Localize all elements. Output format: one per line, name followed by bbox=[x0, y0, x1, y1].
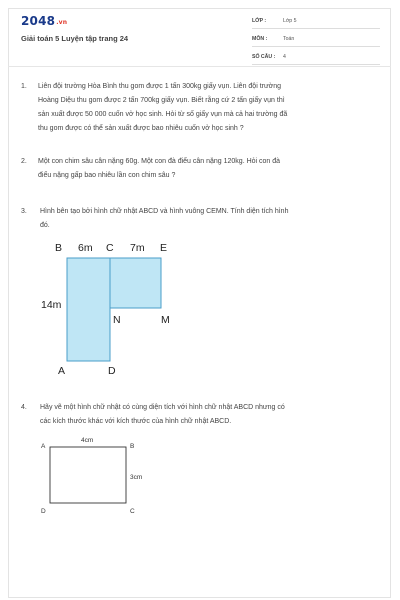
vertex-label-e: E bbox=[160, 242, 168, 254]
vertex-label-m: M bbox=[161, 314, 170, 326]
header-divider bbox=[8, 66, 391, 67]
question-line: các kích thước khác với kích thước của hình chữ nhật ABCD. bbox=[40, 418, 232, 425]
dimension-ab: 14m bbox=[41, 299, 62, 311]
dimension-ab: 4cm bbox=[81, 437, 94, 444]
question-line: Liên đội trường Hòa Bình thu gom được 1 tấn 300kg giấy vụn. Liên đội trường bbox=[38, 83, 282, 90]
meta-row-question-count: SỐ CÂU : 4 bbox=[252, 53, 380, 65]
document-title: Giải toán 5 Luyện tập trang 24 bbox=[21, 34, 129, 43]
meta-row-subject: MÔN : Toán bbox=[252, 35, 380, 47]
vertex-label-b: B bbox=[55, 242, 63, 254]
question-line: sản xuất được 50 000 cuốn vở học sinh. Hỏi từ số giấy vụn mà cả hai trường đã bbox=[38, 111, 288, 118]
vertex-label-d: D bbox=[41, 508, 46, 515]
vertex-label-d: D bbox=[108, 365, 116, 377]
vertex-label-c: C bbox=[106, 242, 114, 254]
vertex-label-n: N bbox=[113, 314, 121, 326]
meta-row-class: LỚP : Lớp 5 bbox=[252, 17, 380, 29]
vertex-label-c: C bbox=[130, 508, 135, 515]
vertex-label-b: B bbox=[130, 443, 135, 450]
question-line: Một con chim sâu cân nặng 60g. Một con đà điểu cân nặng 120kg. Hỏi con đà bbox=[38, 158, 281, 165]
vertex-label-a: A bbox=[58, 365, 66, 377]
question-line: thu gom được có thể sản xuất được bao nhiêu cuốn vở học sinh ? bbox=[38, 125, 244, 132]
question-line: Hãy vẽ một hình chữ nhật có cùng diện tích với hình chữ nhật ABCD nhưng có bbox=[40, 404, 285, 411]
dimension-bc: 3cm bbox=[130, 474, 143, 481]
site-logo[interactable]: 2048.vn bbox=[21, 14, 68, 28]
question-line: Hoàng Diệu thu gom được 2 tấn 700kg giấy vụn. Biết rằng cứ 2 tấn giấy vụn thì bbox=[38, 97, 285, 104]
question-line: đó. bbox=[40, 222, 50, 229]
question-line: Hình bên tạo bởi hình chữ nhật ABCD và hình vuông CEMN. Tính diện tích hình bbox=[40, 208, 289, 215]
vertex-label-a: A bbox=[41, 443, 46, 450]
dimension-ce: 7m bbox=[130, 242, 145, 254]
question-line: điểu nặng gấp bao nhiêu lần con chim sâu ? bbox=[38, 172, 176, 179]
meta-panel bbox=[252, 17, 380, 71]
dimension-bc: 6m bbox=[78, 242, 93, 254]
